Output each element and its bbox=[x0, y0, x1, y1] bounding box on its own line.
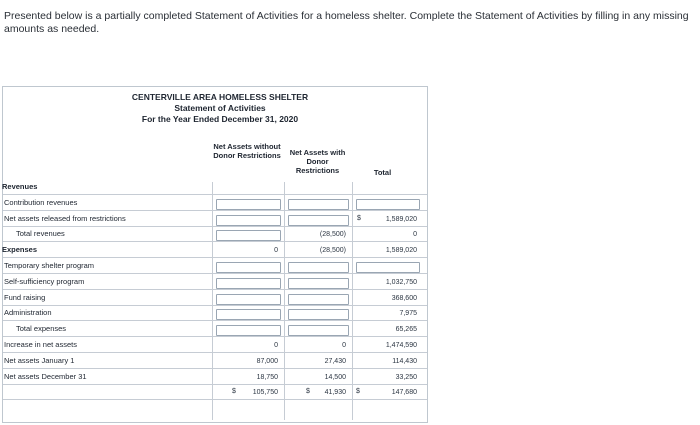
row-label: Total revenues bbox=[16, 229, 65, 239]
amount-total: 368,600 bbox=[391, 294, 417, 302]
row-divider bbox=[3, 336, 427, 337]
amount-without: 105,750 bbox=[252, 389, 278, 397]
amount-total: 147,680 bbox=[391, 389, 417, 397]
amount-input-with[interactable] bbox=[288, 309, 349, 320]
amount-with: 0 bbox=[342, 342, 346, 349]
row-label: Self-sufficiency program bbox=[4, 276, 85, 286]
row-label: Administration bbox=[4, 308, 52, 318]
amount-input-without[interactable] bbox=[216, 215, 281, 226]
row-label: Contribution revenues bbox=[4, 197, 78, 207]
row-divider bbox=[3, 399, 427, 400]
row-divider bbox=[3, 368, 427, 369]
amount-input-with[interactable] bbox=[288, 325, 349, 336]
row-divider bbox=[3, 384, 427, 385]
amount-with: 14,500 bbox=[324, 373, 346, 381]
row-divider bbox=[3, 241, 427, 242]
row-divider bbox=[3, 257, 427, 258]
amount-without: 0 bbox=[274, 247, 278, 255]
row-divider bbox=[3, 320, 427, 321]
amount-total: 7,975 bbox=[399, 310, 417, 318]
header-with-donor: Net Assets with Donor Restrictions bbox=[289, 148, 346, 175]
amount-input-without[interactable] bbox=[216, 262, 281, 273]
row-divider bbox=[3, 273, 427, 274]
amount-input-with[interactable] bbox=[288, 262, 349, 273]
header-without-donor: Net Assets without Donor Restrictions bbox=[213, 142, 281, 160]
currency-symbol: $ bbox=[306, 388, 310, 396]
row-label: Total expenses bbox=[16, 324, 67, 334]
currency-symbol: $ bbox=[357, 214, 361, 222]
row-divider bbox=[3, 226, 427, 227]
amount-input-without[interactable] bbox=[216, 278, 281, 289]
amount-total: 1,589,020 bbox=[385, 247, 417, 255]
amount-without bbox=[216, 182, 281, 193]
statement-title-block bbox=[110, 92, 330, 125]
amount-with: (28,500) bbox=[319, 247, 346, 255]
amount-input-with[interactable] bbox=[288, 278, 349, 289]
amount-input-without[interactable] bbox=[216, 309, 281, 320]
row-divider bbox=[3, 210, 427, 211]
row-label: Revenues bbox=[2, 182, 38, 191]
amount-input-without[interactable] bbox=[216, 230, 281, 241]
amount-total bbox=[356, 182, 420, 193]
row-label: Temporary shelter program bbox=[4, 261, 95, 270]
amount-input-with[interactable] bbox=[288, 199, 349, 210]
amount-with: 41,930 bbox=[324, 389, 346, 397]
row-label: Net assets January 1 bbox=[4, 355, 75, 365]
amount-total: 0 bbox=[413, 231, 417, 239]
amount-input-without[interactable] bbox=[216, 325, 281, 336]
row-label: Net assets December 31 bbox=[4, 371, 87, 381]
amount-total: 114,430 bbox=[392, 357, 417, 365]
amount-total: 33,250 bbox=[395, 373, 417, 381]
row-label: Fund raising bbox=[4, 292, 46, 302]
statement-name: Statement of Activities bbox=[174, 103, 266, 113]
row-divider bbox=[3, 194, 427, 195]
amount-total: 1,474,590 bbox=[385, 342, 417, 349]
row-label: Expenses bbox=[2, 245, 38, 255]
amount-input-total[interactable] bbox=[356, 262, 420, 273]
amount-input-total[interactable] bbox=[356, 199, 420, 210]
org-name: CENTERVILLE AREA HOMELESS SHELTER bbox=[131, 92, 309, 102]
amount-without: 87,000 bbox=[256, 357, 278, 365]
row-divider bbox=[3, 289, 427, 290]
amount-without: 18,750 bbox=[256, 373, 278, 381]
header-total: Total bbox=[373, 168, 392, 177]
amount-with bbox=[288, 182, 349, 193]
row-divider bbox=[3, 352, 427, 353]
currency-symbol: $ bbox=[356, 388, 360, 396]
row-divider bbox=[3, 305, 427, 306]
amount-input-with[interactable] bbox=[288, 215, 349, 226]
statement-period: For the Year Ended December 31, 2020 bbox=[141, 114, 299, 124]
amount-input-without[interactable] bbox=[216, 294, 281, 305]
amount-without: 0 bbox=[274, 342, 278, 349]
amount-total: 65,265 bbox=[395, 326, 417, 334]
amount-total: 1,589,020 bbox=[385, 215, 417, 223]
amount-total: 1,032,750 bbox=[385, 278, 417, 286]
currency-symbol: $ bbox=[232, 388, 236, 396]
problem-prompt: Presented below is a partially completed Statement of Activities for a homeless shelter. Complete the Statement of Activities by filling in any missing amounts as needed. bbox=[4, 10, 689, 35]
amount-input-without[interactable] bbox=[216, 199, 281, 210]
amount-with: 27,430 bbox=[324, 357, 346, 365]
row-label: Increase in net assets bbox=[4, 340, 77, 349]
amount-with: (28,500) bbox=[319, 231, 346, 239]
row-label: Net assets released from restrictions bbox=[4, 213, 126, 223]
amount-input-with[interactable] bbox=[288, 294, 349, 305]
